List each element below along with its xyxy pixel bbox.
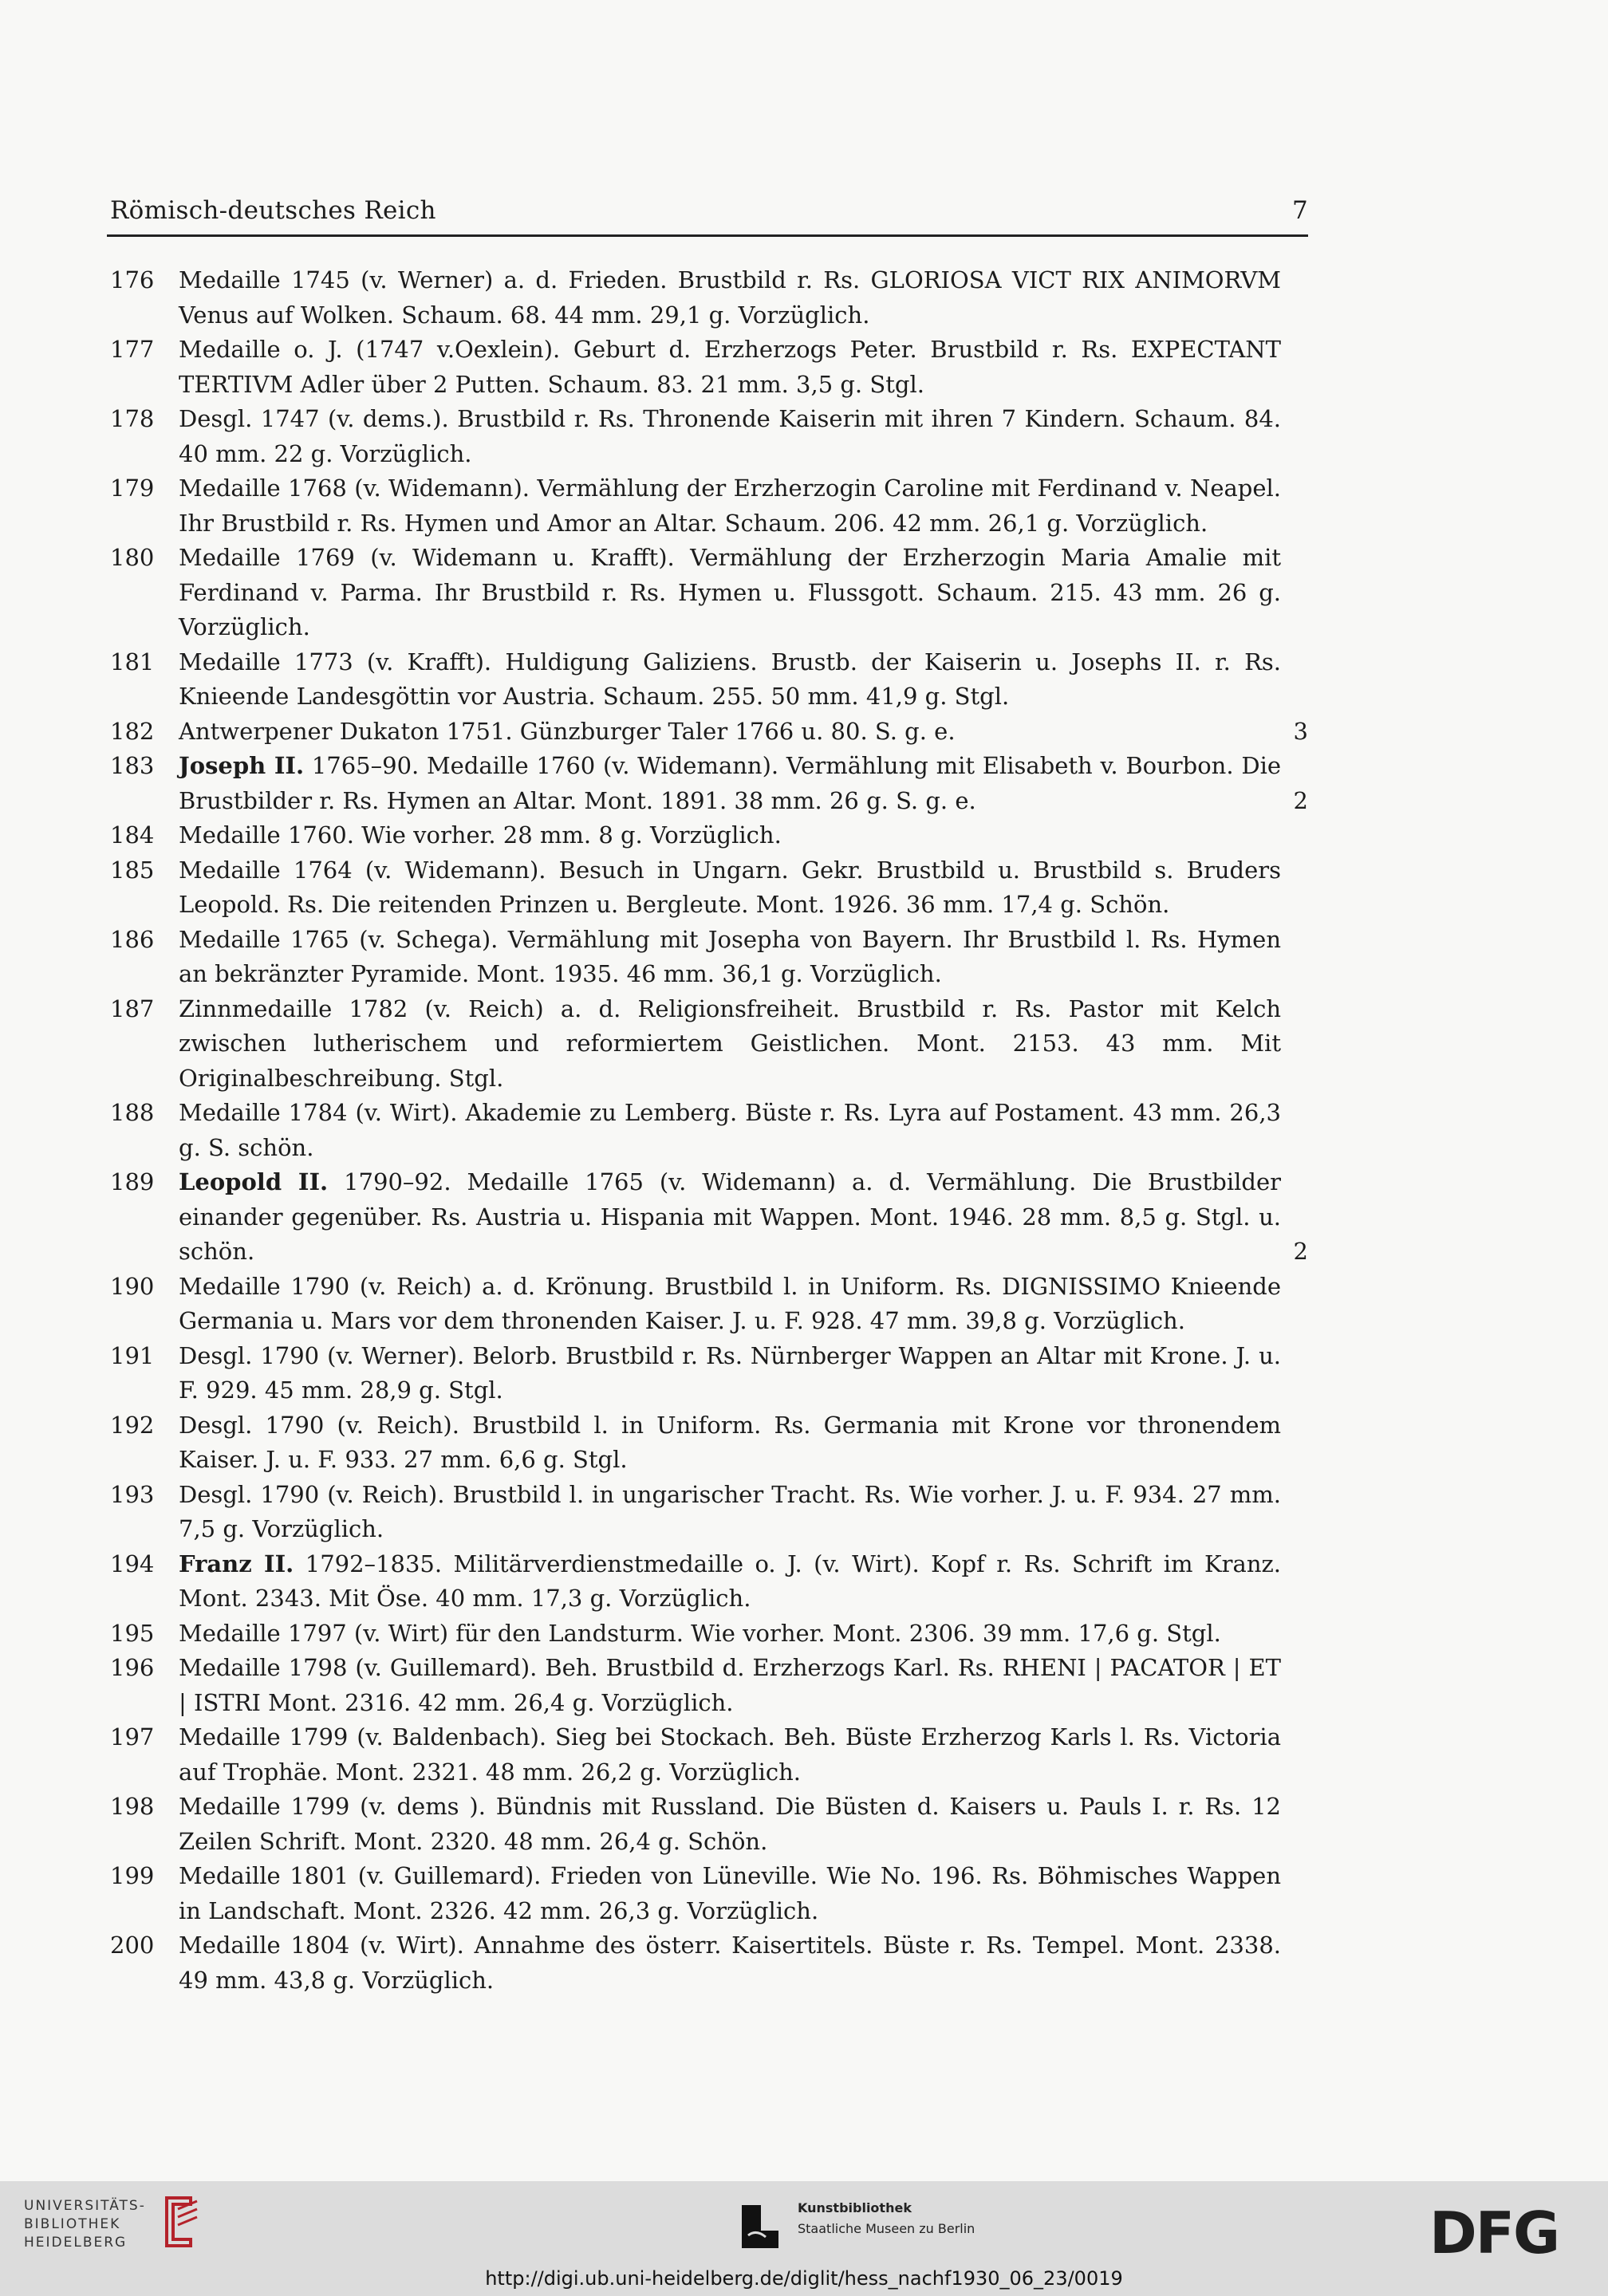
entry-text — [179, 1270, 1281, 1339]
university-logo-icon — [156, 2193, 203, 2251]
catalog-entry — [110, 1339, 1308, 1408]
entry-description: Medaille 1798 (v. Guillemard). Beh. Brustbild d. Erzherzogs Karl. Rs. RHENI | PACATOR | ET | ISTRI Mont. 2316. 42 mm. 26,4 g. Vorzüglich. — [179, 1654, 1281, 1716]
entry-number: 182 — [110, 717, 155, 745]
catalog-entry — [110, 1165, 1308, 1270]
lot-grade: 3 — [1293, 717, 1308, 745]
entry-description: Medaille o. J. (1747 v.Oexlein). Geburt d. Erzherzogs Peter. Brustbild r. Rs. EXPECTANT TERTIVM Adler über 2 Putten. Schaum. 83. 21 mm. 3,5 g. Stgl. — [179, 336, 1281, 398]
kb-title: Kunstbibliothek — [798, 2200, 912, 2215]
catalog-entry — [110, 749, 1308, 818]
catalog-entry — [110, 1408, 1308, 1478]
ruler-name: Franz II. — [179, 1550, 294, 1577]
catalog-entry — [110, 541, 1308, 645]
entry-description: Medaille 1765 (v. Schega). Vermählung mit Josepha von Bayern. Ihr Brustbild l. Rs. Hymen an bekränzter Pyramide. Mont. 1935. 46 mm. 36,1 g. Vorzüglich. — [179, 925, 1281, 987]
entry-number: 181 — [110, 648, 155, 675]
catalog-entry — [110, 1270, 1308, 1339]
entry-description: Medaille 1799 (v. dems ). Bündnis mit Russland. Die Büsten d. Kaisers u. Pauls I. r. Rs. 12 Zeilen Schrift. Mont. 2320. 48 mm. 26,4 g. Schön. — [179, 1793, 1281, 1855]
catalog-entry — [110, 1617, 1308, 1652]
entry-text — [179, 1165, 1281, 1270]
entry-number: 190 — [110, 1272, 155, 1300]
entry-text — [179, 853, 1281, 923]
catalog-entry — [110, 853, 1308, 923]
entry-description: Medaille 1801 (v. Guillemard). Frieden von Lüneville. Wie No. 196. Rs. Böhmisches Wappen in Landschaft. Mont. 2326. 42 mm. 26,3 g. Vorzüglich. — [179, 1862, 1281, 1924]
entry-text — [179, 1547, 1281, 1617]
lot-grade: 2 — [1293, 1238, 1308, 1265]
header-rule — [107, 234, 1308, 237]
entry-text — [179, 1478, 1281, 1547]
dfg-logo: DFG — [1429, 2200, 1559, 2266]
entry-description: Medaille 1773 (v. Krafft). Huldigung Galiziens. Brustb. der Kaiserin u. Josephs II. r. Rs. Knieende Landesgöttin vor Austria. Schaum. 255. 50 mm. 41,9 g. Stgl. — [179, 648, 1281, 710]
entry-text — [179, 992, 1281, 1097]
entry-text — [179, 1859, 1281, 1928]
ruler-name: Joseph II. — [179, 752, 305, 779]
entry-description: Medaille 1799 (v. Baldenbach). Sieg bei Stockach. Beh. Büste Erzherzog Karls l. Rs. Victoria auf Trophäe. Mont. 2321. 48 mm. 26,2 g. Vorzüglich. — [179, 1723, 1281, 1786]
entry-number: 176 — [110, 266, 155, 293]
source-url[interactable]: http://digi.ub.uni-heidelberg.de/diglit/hess_nachf1930_06_23/0019 — [485, 2267, 1123, 2290]
catalog-entry — [110, 402, 1308, 471]
entry-number: 177 — [110, 336, 155, 363]
entry-description: 1792–1835. Militärverdienstmedaille o. J. (v. Wirt). Kopf r. Rs. Schrift im Kranz. Mont. 2343. Mit Öse. 40 mm. 17,3 g. Vorzüglich. — [179, 1550, 1281, 1612]
entry-number: 178 — [110, 405, 155, 432]
entry-description: Desgl. 1747 (v. dems.). Brustbild r. Rs. Thronende Kaiserin mit ihren 7 Kindern. Schaum. 84. 40 mm. 22 g. Vorzüglich. — [179, 405, 1281, 467]
entry-text — [179, 402, 1281, 471]
entry-text — [179, 1928, 1281, 1998]
entry-text — [179, 923, 1281, 992]
university-library-name — [24, 2197, 146, 2252]
ruler-name: Leopold II. — [179, 1168, 329, 1195]
entry-description: Medaille 1768 (v. Widemann). Vermählung der Erzherzogin Caroline mit Ferdinand v. Neapel. Ihr Brustbild r. Rs. Hymen und Amor an Altar. Schaum. 206. 42 mm. 26,1 g. Vorzüglich. — [179, 475, 1281, 537]
university-line-1: UNIVERSITÄTS- — [24, 2198, 146, 2214]
entry-number: 193 — [110, 1480, 155, 1508]
entry-number: 197 — [110, 1723, 155, 1751]
entry-description: Medaille 1790 (v. Reich) a. d. Krönung. Brustbild l. in Uniform. Rs. DIGNISSIMO Knieende Germania u. Mars vor dem thronenden Kaiser. J. u. F. 928. 47 mm. 39,8 g. Vorzüglich. — [179, 1272, 1281, 1334]
entry-number: 187 — [110, 994, 155, 1022]
entry-number: 191 — [110, 1341, 155, 1369]
entry-number: 196 — [110, 1654, 155, 1681]
entry-text — [179, 1790, 1281, 1859]
entry-text — [179, 1617, 1281, 1652]
catalog-entry — [110, 1720, 1308, 1790]
entry-description: Antwerpener Dukaton 1751. Günzburger Taler 1766 u. 80. S. g. e. — [179, 717, 956, 745]
entry-number: 180 — [110, 544, 155, 571]
entry-number: 192 — [110, 1411, 155, 1439]
entry-description: Desgl. 1790 (v. Reich). Brustbild l. in Uniform. Rs. Germania mit Krone vor thronendem Kaiser. J. u. F. 933. 27 mm. 6,6 g. Stgl. — [179, 1411, 1281, 1473]
entry-description: Medaille 1784 (v. Wirt). Akademie zu Lemberg. Büste r. Rs. Lyra auf Postament. 43 mm. 26,3 g. S. schön. — [179, 1099, 1281, 1161]
catalog-entry — [110, 1478, 1308, 1547]
entry-number: 195 — [110, 1619, 155, 1647]
entry-number: 200 — [110, 1932, 155, 1959]
catalog-list — [110, 263, 1308, 1998]
catalog-entry — [110, 923, 1308, 992]
entry-text — [179, 1339, 1281, 1408]
entry-description: Desgl. 1790 (v. Werner). Belorb. Brustbild r. Rs. Nürnberger Wappen an Altar mit Krone. J. u. F. 929. 45 mm. 28,9 g. Stgl. — [179, 1341, 1281, 1404]
entry-description: Desgl. 1790 (v. Reich). Brustbild l. in ungarischer Tracht. Rs. Wie vorher. J. u. F. 934. 27 mm. 7,5 g. Vorzüglich. — [179, 1480, 1281, 1542]
entry-number: 198 — [110, 1793, 155, 1820]
entry-text — [179, 749, 1281, 818]
entry-description: Zinnmedaille 1782 (v. Reich) a. d. Religionsfreiheit. Brustbild r. Rs. Pastor mit Kelch zwischen lutherischem und reformiertem Geistlichen. Mont. 2153. 43 mm. Mit Originalbeschreibung. Stgl. — [179, 994, 1281, 1092]
running-head — [110, 196, 1308, 225]
entry-description: Medaille 1769 (v. Widemann u. Krafft). Vermählung der Erzherzogin Maria Amalie mit Ferdinand v. Parma. Ihr Brustbild r. Rs. Hymen u. Flussgott. Schaum. 215. 43 mm. 26 g. Vorzüglich. — [179, 544, 1281, 640]
entry-description: Medaille 1745 (v. Werner) a. d. Frieden. Brustbild r. Rs. GLORIOSA VICT RIX ANIMORVM Venus auf Wolken. Schaum. 68. 44 mm. 29,1 g. Vorzüglich. — [179, 266, 1281, 329]
entry-description: Medaille 1764 (v. Widemann). Besuch in Ungarn. Gekr. Brustbild u. Brustbild s. Bruders Leopold. Rs. Die reitenden Prinzen u. Bergleute. Mont. 1926. 36 mm. 17,4 g. Schön. — [179, 856, 1281, 918]
catalog-entry — [110, 1790, 1308, 1859]
entry-text — [179, 471, 1281, 541]
catalog-entry — [110, 263, 1308, 333]
entry-number: 183 — [110, 752, 155, 779]
kunstbibliothek-label — [798, 2198, 975, 2239]
catalog-entry — [110, 1651, 1308, 1720]
catalog-entry — [110, 992, 1308, 1097]
entry-number: 186 — [110, 925, 155, 953]
entry-text — [179, 333, 1281, 402]
catalog-entry — [110, 715, 1308, 750]
entry-number: 188 — [110, 1099, 155, 1126]
entry-number: 199 — [110, 1862, 155, 1889]
entry-text — [179, 263, 1281, 333]
page-number: 7 — [1291, 196, 1308, 225]
entry-description: 1790–92. Medaille 1765 (v. Widemann) a. d. Vermählung. Die Brustbilder einander gegenüber. Rs. Austria u. Hispania mit Wappen. Mont. 1946. 28 mm. 8,5 g. Stgl. u. schön. — [179, 1168, 1282, 1265]
entry-number: 179 — [110, 475, 155, 502]
entry-description: Medaille 1797 (v. Wirt) für den Landsturm. Wie vorher. Mont. 2306. 39 mm. 17,6 g. Stgl. — [179, 1619, 1221, 1647]
entry-text — [179, 715, 1281, 750]
section-title: Römisch-deutsches Reich — [110, 196, 436, 225]
lot-grade: 2 — [1293, 786, 1308, 814]
university-line-2: BIBLIOTHEK — [24, 2216, 121, 2232]
catalog-entry — [110, 1928, 1308, 1998]
catalog-entry — [110, 1859, 1308, 1928]
entry-text — [179, 1651, 1281, 1720]
entry-text — [179, 541, 1281, 645]
kb-subtitle: Staatliche Museen zu Berlin — [798, 2221, 975, 2236]
entry-number: 184 — [110, 821, 155, 849]
entry-number: 189 — [110, 1168, 155, 1195]
entry-text — [179, 1720, 1281, 1790]
entry-description: Medaille 1760. Wie vorher. 28 mm. 8 g. Vorzüglich. — [179, 821, 782, 849]
catalog-entry — [110, 1547, 1308, 1617]
entry-text — [179, 1408, 1281, 1478]
catalog-entry — [110, 471, 1308, 541]
catalog-entry — [110, 645, 1308, 715]
entry-number: 185 — [110, 856, 155, 884]
entry-text — [179, 818, 1281, 853]
entry-description: Medaille 1804 (v. Wirt). Annahme des österr. Kaisertitels. Büste r. Rs. Tempel. Mont. 2338. 49 mm. 43,8 g. Vorzüglich. — [179, 1932, 1281, 1994]
entry-text — [179, 645, 1281, 715]
catalog-entry — [110, 818, 1308, 853]
entry-number: 194 — [110, 1550, 155, 1577]
catalog-entry — [110, 333, 1308, 402]
entry-description: 1765–90. Medaille 1760 (v. Widemann). Vermählung mit Elisabeth v. Bourbon. Die Brustbilder r. Rs. Hymen an Altar. Mont. 1891. 38 mm. 26 g. S. g. e. — [179, 752, 1282, 814]
university-line-3: HEIDELBERG — [24, 2235, 128, 2251]
entry-text — [179, 1096, 1281, 1165]
catalog-entry — [110, 1096, 1308, 1165]
kunstbibliothek-logo-icon — [734, 2199, 786, 2251]
